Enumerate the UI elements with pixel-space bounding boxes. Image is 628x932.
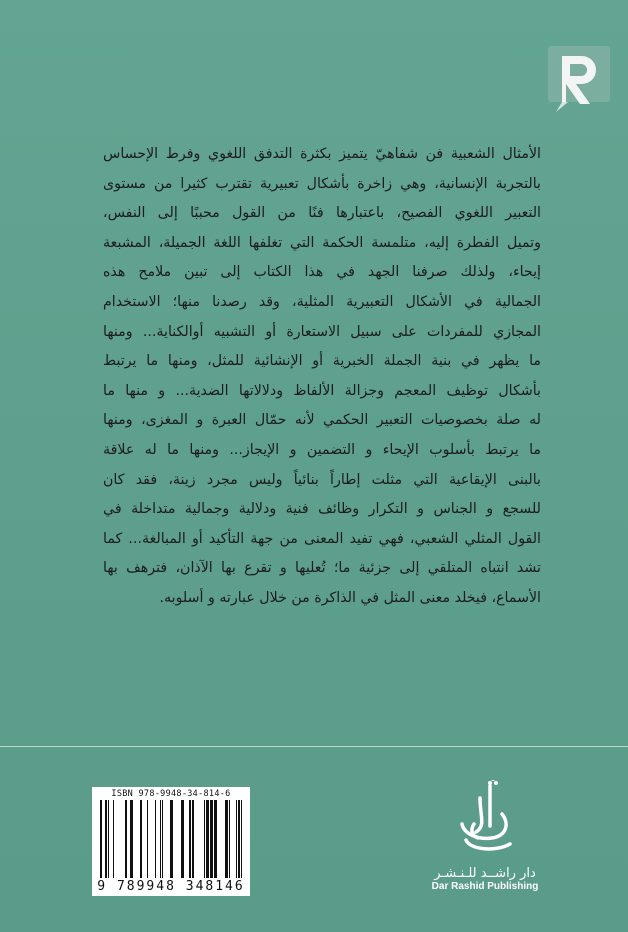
barcode-bar <box>229 800 230 878</box>
barcode-bar <box>236 800 237 878</box>
barcode-bar <box>147 800 148 878</box>
blurb-line: بالبنى الإيقاعية التي مثلت إطاراً بنائياً وليس مجرد زينة، فقد كان <box>103 471 541 488</box>
barcode-bar <box>162 800 163 878</box>
barcode-bar <box>113 800 114 878</box>
blurb-line: تشد انتباه المتلقي إلى جزئية ما؛ تُعليها و تقرع بها الآذان، فترهف بها <box>103 560 541 577</box>
barcode-bar <box>214 800 217 878</box>
isbn-barcode <box>92 787 250 896</box>
blurb-line: له صلة بخصوصيات التعبير الحكمي لأنه حمّال العبرة و المغزى، ومنها <box>103 412 541 429</box>
r-logo-icon <box>548 46 610 114</box>
isbn-label: ISBN 978-9948-34-814-6 <box>111 789 231 799</box>
blurb-line: المجازي للمفردات على سبيل الاستعارة أو التشبيه أوالكناية... ومنها <box>103 323 541 340</box>
barcode-bar <box>155 800 156 878</box>
blurb-line: القول المثلي الشعبي، فهي تفيد المعنى من جهة التأكيد أو المبالغة... كما <box>103 530 541 547</box>
blurb-line: وتميل الفطرة إليه، متلمسة الحكمة التي تغلفها اللغة الجميلة، المشبعة <box>103 234 541 251</box>
blurb-line: الأسماع، فيخلد معنى المثل في الذاكرة من خلال عبارته و أسلوبه. <box>159 589 541 606</box>
publisher-name-english: Dar Rashid Publishing <box>431 881 539 892</box>
barcode-bar <box>206 800 209 878</box>
barcode-bar <box>204 800 205 878</box>
barcode-bar <box>238 800 240 878</box>
blurb-text <box>103 140 541 614</box>
divider <box>0 746 628 747</box>
blurb-line: الجمالية في الأشكال التعبيرية المثلية، وقد رصدنا منها؛ الاستخدام <box>103 293 541 310</box>
barcode-bar <box>108 800 109 878</box>
blurb-line: بالتجربة الإنسانية، وهي زاخرة بأشكال تعبيرية تقترب كثيرا من مستوى <box>103 175 541 192</box>
blurb-line: إيحاء، ولذلك صرفنا الجهد في هذا الكتاب إلى تبين ملامح هذه <box>103 264 541 281</box>
barcode-bar <box>210 800 213 878</box>
barcode-bar <box>100 800 102 878</box>
blurb-line: ما يظهر في بنية الجملة الخبرية أو الإنشائية للمثل، ومنها ما يرتبط <box>103 353 541 370</box>
publisher-logo <box>430 780 540 892</box>
barcode-bar <box>192 800 194 878</box>
barcode-bar <box>241 800 242 878</box>
barcode-bar <box>125 800 127 878</box>
barcode-bars <box>100 800 242 878</box>
dar-rashid-calligraphy-icon <box>450 780 520 860</box>
barcode-bar <box>140 800 142 878</box>
barcode-bar <box>160 800 161 878</box>
barcode-bar <box>105 800 107 878</box>
barcode-bar <box>170 800 173 878</box>
blurb-line: ما يرتبط بأسلوب الإيحاء و التضمين و الإيجاز... ومنها ما له علاقة <box>103 441 541 458</box>
blurb-line: للسجع و الجناس و التكرار وظائف فنية ودلالية وجمالية متداخلة في <box>103 501 541 518</box>
barcode-bar <box>189 800 191 878</box>
barcode-bar <box>225 800 228 878</box>
blurb-line: التعبير اللغوي الفصيح، باعتبارها فنًا من القول محببًا إلى النفس، <box>103 205 541 222</box>
isbn-number: 9 789948 348146 <box>97 879 245 894</box>
publisher-name-arabic: دار راشــد للـنـشـر <box>434 866 536 881</box>
blurb-line: الأمثال الشعبية فن شفاهيّ يتميز بكثرة التدفق اللغوي وفرط الإحساس <box>103 146 541 162</box>
barcode-bar <box>130 800 133 878</box>
blurb-line: بأشكال توظيف المعجم وجزالة الألفاظ ودلالاتها الضدية... و منها ما <box>103 382 541 399</box>
barcode-bar <box>181 800 184 878</box>
